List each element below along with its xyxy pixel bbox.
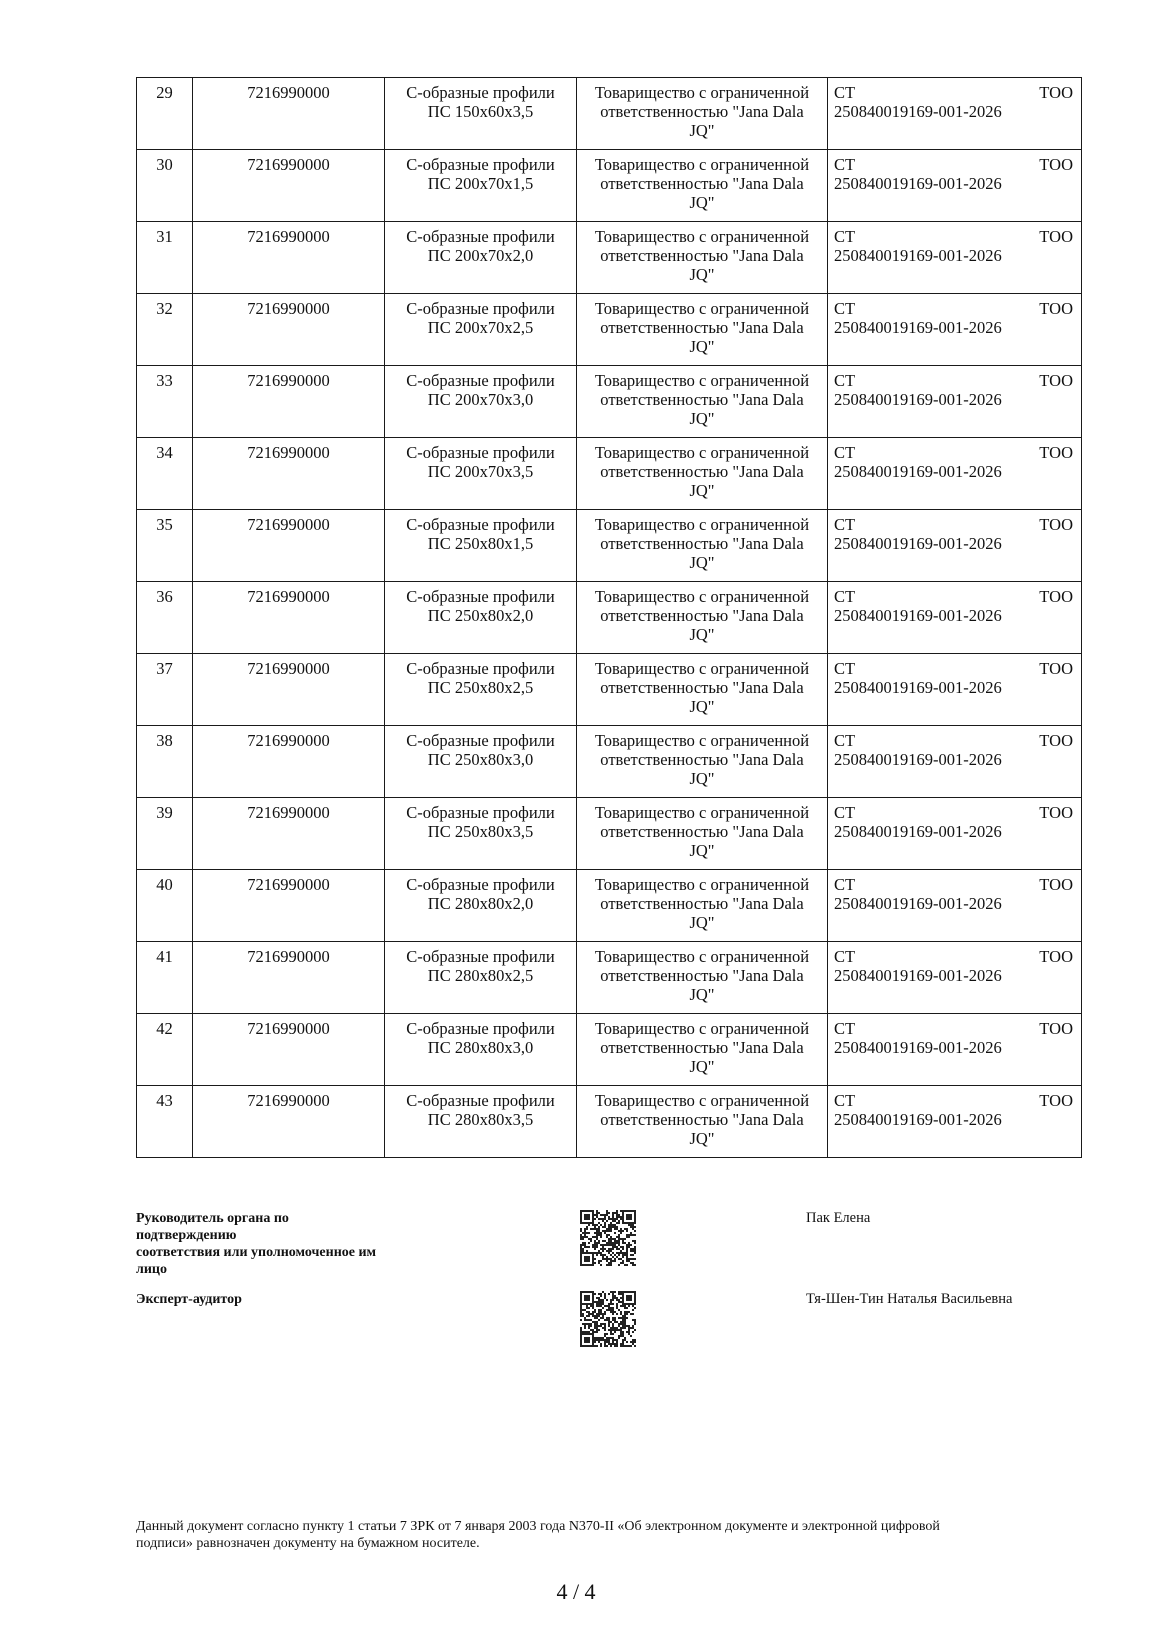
certificate-number: СТ ТОО 250840019169-001-2026: [828, 798, 1082, 870]
manufacturer-name: Товарищество с ограниченной ответственностью "Jana Dala JQ": [577, 1086, 828, 1158]
row-number: 42: [137, 1014, 193, 1086]
hs-code: 7216990000: [193, 870, 385, 942]
certificate-number: СТ ТОО 250840019169-001-2026: [828, 150, 1082, 222]
manufacturer-name: Товарищество с ограниченной ответственностью "Jana Dala JQ": [577, 1014, 828, 1086]
hs-code: 7216990000: [193, 1086, 385, 1158]
manufacturer-name: Товарищество с ограниченной ответственностью "Jana Dala JQ": [577, 654, 828, 726]
table-body: [137, 78, 1082, 1158]
hs-code: 7216990000: [193, 510, 385, 582]
certificate-number: СТ ТОО 250840019169-001-2026: [828, 870, 1082, 942]
certificate-number: СТ ТОО 250840019169-001-2026: [828, 582, 1082, 654]
row-number: 33: [137, 366, 193, 438]
certificate-number: СТ ТОО 250840019169-001-2026: [828, 222, 1082, 294]
table-row: [137, 510, 1082, 582]
manufacturer-name: Товарищество с ограниченной ответственностью "Jana Dala JQ": [577, 798, 828, 870]
row-number: 31: [137, 222, 193, 294]
manufacturer-name: Товарищество с ограниченной ответственностью "Jana Dala JQ": [577, 222, 828, 294]
row-number: 39: [137, 798, 193, 870]
product-name: С-образные профили ПС 150x60x3,5: [385, 78, 577, 150]
manufacturer-name: Товарищество с ограниченной ответственностью "Jana Dala JQ": [577, 150, 828, 222]
certificate-items-table: [136, 77, 1082, 1158]
row-number: 30: [137, 150, 193, 222]
manufacturer-name: Товарищество с ограниченной ответственностью "Jana Dala JQ": [577, 294, 828, 366]
legal-footer-note: Данный документ согласно пункту 1 статьи 7 ЗРК от 7 января 2003 года N370-II «Об электронном документе и электронной цифровой подписи» равнозначен документу на бумажном носителе.: [136, 1519, 940, 1551]
hs-code: 7216990000: [193, 582, 385, 654]
hs-code: 7216990000: [193, 942, 385, 1014]
qr-code-icon: [580, 1291, 636, 1347]
product-name: С-образные профили ПС 200x70x2,5: [385, 294, 577, 366]
row-number: 32: [137, 294, 193, 366]
table-row: [137, 1086, 1082, 1158]
table-row: [137, 870, 1082, 942]
table-row: [137, 438, 1082, 510]
manufacturer-name: Товарищество с ограниченной ответственностью "Jana Dala JQ": [577, 870, 828, 942]
product-name: С-образные профили ПС 200x70x1,5: [385, 150, 577, 222]
product-name: С-образные профили ПС 250x80x2,5: [385, 654, 577, 726]
expert-role-label: Эксперт-аудитор: [136, 1292, 242, 1307]
certificate-number: СТ ТОО 250840019169-001-2026: [828, 1014, 1082, 1086]
table-row: [137, 726, 1082, 798]
hs-code: 7216990000: [193, 222, 385, 294]
certificate-number: СТ ТОО 250840019169-001-2026: [828, 510, 1082, 582]
hs-code: 7216990000: [193, 1014, 385, 1086]
manufacturer-name: Товарищество с ограниченной ответственностью "Jana Dala JQ": [577, 78, 828, 150]
hs-code: 7216990000: [193, 366, 385, 438]
product-name: С-образные профили ПС 280x80x3,0: [385, 1014, 577, 1086]
product-name: С-образные профили ПС 200x70x3,5: [385, 438, 577, 510]
table-row: [137, 654, 1082, 726]
head-role-label: Руководитель органа по подтверждению соответствия или уполномоченное им лицо: [136, 1211, 377, 1277]
manufacturer-name: Товарищество с ограниченной ответственностью "Jana Dala JQ": [577, 438, 828, 510]
row-number: 40: [137, 870, 193, 942]
head-person-name: Пак Елена: [806, 1210, 871, 1226]
certificate-number: СТ ТОО 250840019169-001-2026: [828, 654, 1082, 726]
manufacturer-name: Товарищество с ограниченной ответственностью "Jana Dala JQ": [577, 942, 828, 1014]
table-row: [137, 1014, 1082, 1086]
certificate-number: СТ ТОО 250840019169-001-2026: [828, 438, 1082, 510]
row-number: 36: [137, 582, 193, 654]
row-number: 43: [137, 1086, 193, 1158]
manufacturer-name: Товарищество с ограниченной ответственностью "Jana Dala JQ": [577, 510, 828, 582]
product-name: С-образные профили ПС 250x80x2,0: [385, 582, 577, 654]
product-name: С-образные профили ПС 280x80x2,0: [385, 870, 577, 942]
product-name: С-образные профили ПС 280x80x3,5: [385, 1086, 577, 1158]
hs-code: 7216990000: [193, 726, 385, 798]
table-row: [137, 366, 1082, 438]
row-number: 35: [137, 510, 193, 582]
certificate-number: СТ ТОО 250840019169-001-2026: [828, 726, 1082, 798]
table-row: [137, 222, 1082, 294]
row-number: 29: [137, 78, 193, 150]
page-number: 4 / 4: [556, 1579, 596, 1604]
table-row: [137, 582, 1082, 654]
table-row: [137, 294, 1082, 366]
hs-code: 7216990000: [193, 294, 385, 366]
row-number: 34: [137, 438, 193, 510]
hs-code: 7216990000: [193, 798, 385, 870]
product-name: С-образные профили ПС 250x80x3,0: [385, 726, 577, 798]
table-row: [137, 78, 1082, 150]
product-name: С-образные профили ПС 280x80x2,5: [385, 942, 577, 1014]
manufacturer-name: Товарищество с ограниченной ответственностью "Jana Dala JQ": [577, 726, 828, 798]
certificate-number: СТ ТОО 250840019169-001-2026: [828, 294, 1082, 366]
hs-code: 7216990000: [193, 150, 385, 222]
qr-code-icon: [580, 1210, 636, 1266]
manufacturer-name: Товарищество с ограниченной ответственностью "Jana Dala JQ": [577, 582, 828, 654]
hs-code: 7216990000: [193, 78, 385, 150]
row-number: 37: [137, 654, 193, 726]
product-name: С-образные профили ПС 200x70x2,0: [385, 222, 577, 294]
certificate-number: СТ ТОО 250840019169-001-2026: [828, 1086, 1082, 1158]
hs-code: 7216990000: [193, 654, 385, 726]
product-name: С-образные профили ПС 250x80x1,5: [385, 510, 577, 582]
certificate-number: СТ ТОО 250840019169-001-2026: [828, 366, 1082, 438]
table-row: [137, 942, 1082, 1014]
hs-code: 7216990000: [193, 438, 385, 510]
row-number: 41: [137, 942, 193, 1014]
table-row: [137, 150, 1082, 222]
table-row: [137, 798, 1082, 870]
expert-person-name: Тя-Шен-Тин Наталья Васильевна: [806, 1291, 1013, 1307]
manufacturer-name: Товарищество с ограниченной ответственностью "Jana Dala JQ": [577, 366, 828, 438]
certificate-number: СТ ТОО 250840019169-001-2026: [828, 78, 1082, 150]
product-name: С-образные профили ПС 250x80x3,5: [385, 798, 577, 870]
certificate-number: СТ ТОО 250840019169-001-2026: [828, 942, 1082, 1014]
row-number: 38: [137, 726, 193, 798]
product-name: С-образные профили ПС 200x70x3,0: [385, 366, 577, 438]
